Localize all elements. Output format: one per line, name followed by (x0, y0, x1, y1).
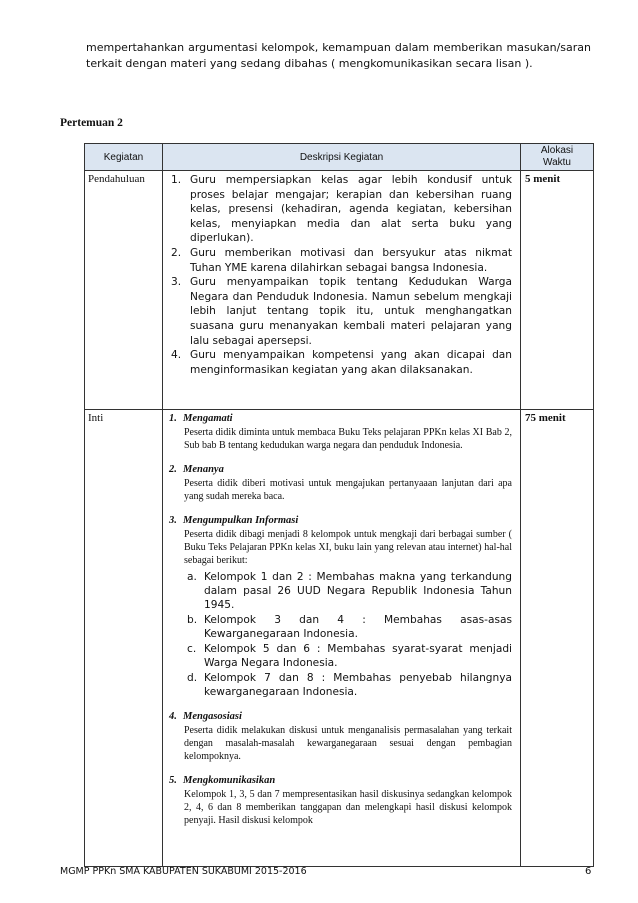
group-letter: d. (187, 672, 198, 684)
item-number: 4. (171, 349, 182, 362)
item-number: 2. (171, 246, 182, 259)
header-time-line2: Waktu (543, 157, 571, 168)
group-list (169, 570, 512, 699)
step-number: 5. (169, 775, 177, 786)
time-cell: 5 menit (521, 171, 594, 410)
step-text: Peserta didik diminta untuk membaca Buku Teks pelajaran PPKn kelas XI Bab 2, Sub bab B tentang kedudukan warga negara dan penduduk Indonesia. (184, 427, 512, 451)
header-activity: Kegiatan (85, 144, 163, 171)
step-menanya (169, 463, 512, 503)
page-number: 6 (585, 866, 592, 877)
step-number: 4. (169, 711, 177, 722)
item-number: 1. (171, 174, 182, 186)
group-letter: b. (187, 614, 198, 626)
description-cell (163, 410, 521, 867)
step-text: Peserta didik dibagi menjadi 8 kelompok untuk mengkaji dari berbagai sumber ( Buku Teks Pelajaran PPKn kelas XI, buku lain yang relevan atau internet) hal-hal sebagai berikut: (184, 529, 512, 566)
stage-cell: Inti (85, 410, 163, 867)
step-title: Mengumpulkan Informasi (183, 515, 299, 526)
table-header-row (85, 144, 594, 171)
step-number: 2. (169, 464, 177, 475)
header-time-line1: Alokasi (540, 145, 574, 156)
step-text: Peserta didik diberi motivasi untuk mengajukan pertanyaaan lanjutan dari apa yang sudah mereka baca. (184, 478, 512, 502)
item-text: Guru memberikan motivasi dan bersyukur atas nikmat Tuhan YME karena dilahirkan sebagai bangsa Indonesia. (190, 246, 512, 274)
meeting-title: Pertemuan 2 (60, 117, 123, 129)
group-text: Kelompok 5 dan 6 : Membahas syarat-syarat menjadi Warga Negara Indonesia. (204, 643, 512, 669)
group-text: Kelompok 1 dan 2 : Membahas makna yang terkandung dalam pasal 26 UUD Negara Republik Indonesia Tahun 1945. (204, 571, 512, 611)
intro-paragraph: mempertahankan argumentasi kelompok, kemampuan dalam memberikan masukan/saran terkait dengan materi yang sedang dibahas ( mengkomunikasikan secara lisan ). (86, 41, 591, 70)
step-number: 3. (169, 515, 177, 526)
list-item (169, 348, 512, 377)
intro-activity-list (169, 173, 512, 377)
description-cell (163, 171, 521, 410)
stage-cell: Pendahuluan (85, 171, 163, 410)
group-text: Kelompok 7 dan 8 : Membahas penyebab hilangnya kewarganegaraan Indonesia. (204, 672, 512, 698)
step-title: Mengasosiasi (183, 711, 242, 722)
step-text: Peserta didik melakukan diskusi untuk menganalisis permasalahan yang terkait dengan masalah-masalah kewarganegaraan sesuai dengan pembagian kelompoknya. (184, 725, 512, 762)
step-mengkomunikasikan (169, 774, 512, 827)
header-time (521, 144, 594, 171)
group-letter: a. (187, 571, 197, 583)
activity-table (84, 143, 594, 867)
footer-organization: MGMP PPKn SMA KABUPATEN SUKABUMI 2015-2016 (60, 866, 307, 877)
step-title: Mengkomunikasikan (183, 775, 276, 786)
step-text: Kelompok 1, 3, 5 dan 7 mempresentasikan hasil diskusinya sedangkan kelompok 2, 4, 6 dan 8 memberikan tanggapan dan melengkapi hasil diskusi kelompok penyaji. Hasil diskusi kelompok (184, 789, 512, 826)
step-mengumpulkan-informasi (169, 514, 512, 699)
step-mengamati (169, 412, 512, 452)
step-number: 1. (169, 413, 177, 424)
list-item (169, 246, 512, 275)
header-description: Deskripsi Kegiatan (163, 144, 521, 171)
group-item (169, 613, 512, 641)
group-text: Kelompok 3 dan 4 : Membahas asas-asas Kewarganegaraan Indonesia. (204, 614, 512, 640)
group-item (169, 642, 512, 670)
group-item (169, 671, 512, 699)
list-item (169, 275, 512, 348)
group-item (169, 570, 512, 612)
time-cell: 75 menit (521, 410, 594, 867)
list-item (169, 173, 512, 246)
group-letter: c. (187, 643, 197, 655)
item-text: Guru menyampaikan kompetensi yang akan dicapai dan menginformasikan kegiatan yang akan dilaksanakan. (190, 349, 512, 376)
table-row-inti (85, 410, 594, 867)
step-mengasosiasi (169, 710, 512, 763)
table-row-pendahuluan (85, 171, 594, 410)
item-number: 3. (171, 276, 182, 289)
step-title: Menanya (183, 464, 224, 475)
step-title: Mengamati (183, 413, 233, 424)
item-text: Guru menyampaikan topik tentang Kedudukan Warga Negara dan Penduduk Indonesia. Namun sebelum mengkaji lebih lanjut tentang topik itu, untuk menghangatkan suasana guru menanyakan kembali materi pelajaran yang lalu sebagai apersepsi. (190, 276, 512, 347)
item-text: Guru mempersiapkan kelas agar lebih kondusif untuk proses belajar mengajar; kerapian dan kebersihan ruang kelas, presensi (kehadiran, agenda kegiatan, kebersihan kelas, menyiapkan media dan alat serta buku yang diperlukan). (190, 174, 512, 245)
